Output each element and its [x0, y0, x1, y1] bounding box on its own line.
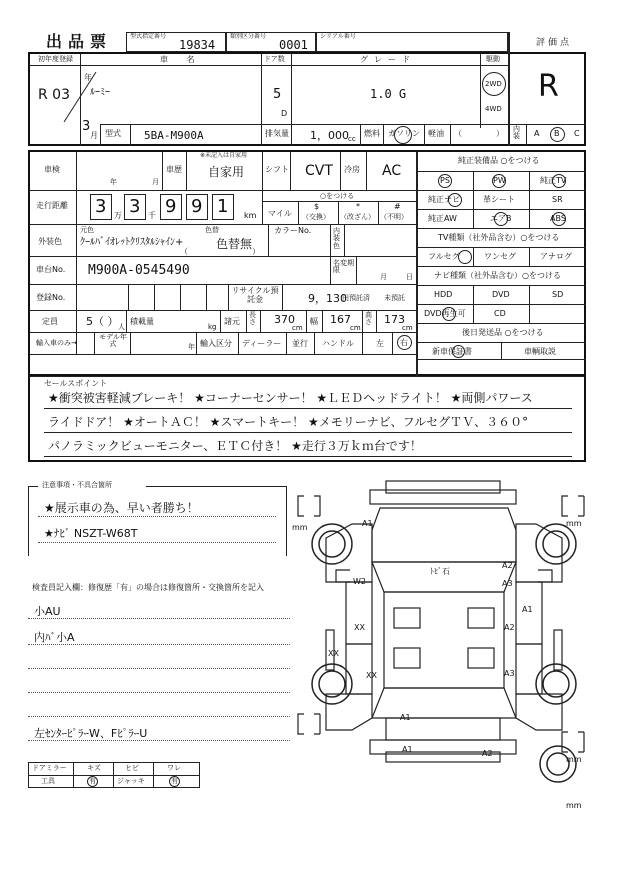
sales-line-1: ★衝突被害軽減ブレーキ！ ★コーナーセンサー！ ★ＬＥＤヘッドライト！ ★両側パワース	[48, 391, 533, 405]
height-value: 173	[384, 313, 405, 326]
diag-mm-3: mm	[566, 755, 582, 764]
mileage-hash: #	[394, 202, 401, 211]
shaken-label: 車検	[44, 165, 60, 174]
tools-crack: ヒビ	[125, 764, 139, 772]
vehicle-basics-table	[28, 52, 586, 146]
mileage-km: km	[244, 211, 257, 220]
color-changed-label: 色替	[205, 226, 219, 234]
diag-a1-r: A1	[522, 605, 533, 614]
navi-cd: CD	[494, 309, 506, 318]
tools-tools: 工具	[41, 777, 55, 785]
mileage-d2: 3	[129, 196, 141, 217]
shaken-month: 月	[152, 178, 159, 186]
tv-fullseg-circle	[458, 250, 472, 264]
fuel-light-oil: 軽油	[428, 129, 444, 138]
interior-label: 内装	[513, 125, 520, 140]
fuel-label: 燃料	[364, 129, 380, 138]
car-name-label: 車 名	[160, 55, 203, 64]
interior-c: C	[574, 129, 580, 138]
type-number-label: 型式指定番号	[130, 33, 167, 40]
height-label: 高さ	[365, 311, 372, 326]
interior-a: A	[534, 129, 540, 138]
sales-point-label: セールスポイント	[44, 379, 108, 388]
diag-a1-bumper: A1	[402, 745, 413, 754]
eq-sr: SR	[552, 195, 563, 204]
first-reg-label: 初年度登録	[38, 55, 73, 63]
expiry-month: 月	[380, 273, 387, 281]
load-unit: kg	[208, 323, 217, 331]
color-changed: 色替無	[216, 237, 253, 251]
height-cm: cm	[402, 324, 413, 332]
color-changed-bracket-close: ）	[252, 247, 260, 256]
mileage-tampered: （改ざん）	[340, 213, 375, 221]
tv-fullseg: フルセグ	[428, 252, 460, 261]
inspector-line-1: 小AU	[34, 605, 61, 618]
doors-suffix: D	[281, 109, 288, 118]
tools-door-mirror: ドアミラー	[32, 764, 67, 772]
mileage-d3: 9	[165, 196, 177, 217]
color-orig: ｸｰﾙﾊﾞｲｵﾚｯﾄｸﾘｽﾀﾙｼｬｲﾝ+	[80, 237, 184, 248]
notes-section	[28, 478, 298, 568]
displacement-label: 排気量	[265, 129, 289, 138]
width-label: 幅	[310, 317, 318, 326]
capacity-unit: 人	[118, 323, 125, 331]
notes-label: 注意事項・不具合箇所	[42, 481, 112, 489]
mileage-star: *	[356, 202, 360, 211]
diag-xx-1: XX	[354, 623, 365, 632]
eq-aw: 純正AW	[428, 214, 457, 223]
eq-navi: 純正ナビ	[428, 195, 460, 204]
eq-abs: ABS	[550, 214, 566, 223]
car-damage-diagram	[290, 480, 600, 810]
recycle-label: リサイクル預託金	[231, 286, 279, 304]
length-value: 370	[274, 313, 295, 326]
grade-value: 1.0 G	[370, 87, 407, 101]
mileage-d4: 9	[191, 196, 203, 217]
tools-jack: ジャッキ	[117, 777, 145, 785]
mileage-sen: 千	[148, 211, 156, 220]
diag-a3-r1: A3	[502, 579, 513, 588]
eq-tv: 純正TV	[540, 176, 567, 185]
capacity-label: 定員	[42, 317, 58, 326]
load-label: 積載量	[130, 317, 154, 326]
eq-airbag: エアB	[490, 214, 512, 223]
tools-have: 有	[89, 777, 96, 785]
notes-line-1: ★展示車の為、早い者勝ち！	[44, 501, 199, 515]
color-label: 外装色	[38, 237, 62, 246]
import-parallel: 並行	[292, 339, 308, 348]
shift-label: シフト	[265, 165, 289, 174]
recycle-unit: 円預託済	[342, 294, 370, 302]
docs-label: 後日発送品 ○をつける	[462, 328, 544, 337]
category-label: 類別区分番号	[230, 33, 267, 40]
tv-analog: アナログ	[540, 252, 572, 261]
dim-label: 諸元	[224, 317, 240, 326]
width-cm: cm	[350, 324, 361, 332]
model-value: 5BA-M900A	[144, 129, 204, 142]
diag-stone: ﾄﾋﾞ石	[430, 567, 450, 576]
tv-label: TV種類（社外品含む）○をつける	[438, 233, 560, 242]
expiry-label: 名変期限	[333, 259, 354, 274]
sales-point-box	[28, 376, 586, 462]
handle-right: 右	[400, 338, 408, 347]
mileage-d1: 3	[95, 196, 107, 217]
chassis-value: M900A-0545490	[88, 263, 190, 278]
model-year-unit: 年	[188, 343, 195, 351]
tools-scratch: キズ	[87, 764, 101, 772]
color-orig-label: 元色	[80, 226, 94, 234]
page-title: 出品票	[46, 32, 113, 51]
docs-warranty: 新車保証書	[432, 347, 472, 356]
navi-dvd: DVD	[492, 290, 510, 299]
sales-line-2: ライドドア！ ★オートＡＣ！ ★スマートキー！ ★メモリーナビ、フルセグＴＶ、３６０°	[48, 415, 529, 429]
serial-label: シリアル番号	[320, 33, 356, 40]
first-reg-slash	[60, 70, 100, 126]
mileage-man: 万	[114, 211, 122, 220]
chassis-label: 車台No.	[36, 265, 66, 274]
type-number: 19834	[179, 38, 216, 52]
grade-point-label: 評価点	[536, 38, 573, 48]
notes-line-2: ★ﾅﾋﾞ NSZT-W68T	[44, 527, 138, 540]
fuel-other-bracket-close: ）	[496, 129, 504, 138]
doors-value: 5	[273, 87, 282, 102]
mileage-unknown: （不明）	[380, 213, 408, 221]
diag-mm-2: mm	[566, 519, 582, 528]
recycle-not-deposited: 未預託	[384, 294, 405, 302]
car-name: ﾙｰﾐｰ	[90, 87, 110, 98]
diag-a1-rear: A1	[400, 713, 411, 722]
grade-label: グレード	[360, 55, 416, 64]
category-number-cell	[226, 32, 316, 52]
color-no-label: カラーNo.	[274, 226, 312, 235]
navi-dvdplay: DVD再生可	[424, 309, 466, 318]
mileage-d5: 1	[217, 196, 229, 217]
inspector-line-2: 内ﾊﾞ小A	[34, 631, 75, 644]
eq-leather: 革シート	[483, 195, 515, 204]
sales-line-3: パノラミックビューモニター、ＥＴＣ付き！ ★走行３万ｋｍ台です！	[48, 439, 422, 453]
color-changed-bracket: （	[180, 247, 188, 256]
displacement-cc: cc	[348, 135, 356, 143]
handle-left: 左	[376, 339, 384, 348]
fuel-gasoline: ガソリン	[388, 129, 420, 138]
shaken-year: 年	[110, 178, 117, 186]
inspector-line-3: 左ｾﾝﾀｰﾋﾟﾗｰW、FﾋﾟﾗｰU	[34, 727, 148, 740]
first-reg-year-unit: 年	[84, 73, 92, 82]
inspector-label: 検査員記入欄：修復歴「有」の場合は修復箇所・交換箇所を記入	[32, 583, 264, 592]
diag-xx-2: XX	[328, 649, 339, 658]
type-number-cell	[126, 32, 226, 52]
import-label: 輸入車のみ→	[36, 339, 77, 347]
usage-value: 自家用	[208, 165, 245, 179]
vehicle-detail-table	[28, 150, 586, 376]
mileage-dollar: $	[314, 202, 320, 211]
eq-pw: PW	[493, 176, 506, 185]
interior-b: B	[554, 129, 560, 138]
navi-sd: SD	[552, 290, 564, 299]
expiry-day: 日	[406, 273, 413, 281]
private-note: ※未記入は自家用	[200, 152, 248, 159]
tools-have2: 有	[171, 777, 178, 785]
model-label: 型式	[105, 129, 121, 138]
docs-manual: 車輌取説	[524, 347, 556, 356]
interior-color-label: 内装色	[333, 227, 340, 250]
length-cm: cm	[292, 324, 303, 332]
mileage-label: 走行距離	[36, 201, 68, 210]
import-dealer: ディーラー	[242, 339, 282, 348]
registration-label: 登録No.	[36, 293, 66, 302]
width-value: 167	[330, 313, 351, 326]
capacity-value: 5（ ）	[86, 315, 119, 328]
tools-table	[28, 762, 200, 788]
doors-label: ドア数	[264, 55, 285, 63]
category-number: 0001	[279, 38, 308, 52]
diag-a2-r: A2	[504, 623, 515, 632]
diag-xx-3: XX	[366, 671, 377, 680]
diag-mm-1: mm	[292, 523, 308, 532]
diag-a2-bumper: A2	[482, 749, 493, 758]
recycle-value: 9，130	[308, 292, 347, 305]
equipment-label: 純正装備品 ○をつける	[458, 156, 540, 165]
import-type-label: 輸入区分	[200, 339, 232, 348]
mileage-circle-note: ○をつける	[320, 192, 355, 200]
shift-value: CVT	[305, 163, 333, 179]
fuel-other-bracket: （	[454, 129, 462, 138]
drive-label: 駆動	[486, 55, 500, 63]
ac-label: 冷房	[344, 165, 360, 174]
ac-value: AC	[382, 163, 402, 179]
diag-mm-4: mm	[566, 801, 582, 810]
diag-a1-front: A1	[362, 519, 373, 528]
diag-w2: W2	[353, 577, 366, 586]
eq-ps: PS	[440, 176, 450, 185]
diag-a3-r2: A3	[504, 669, 515, 678]
mileage-exchanged: （交換）	[302, 213, 330, 221]
tv-oneseg: ワンセグ	[484, 252, 516, 261]
header	[28, 32, 584, 52]
mileage-mile: マイル	[268, 209, 292, 218]
handle-label: ハンドル	[322, 339, 354, 348]
first-reg-year: R 03	[38, 87, 70, 103]
navi-hdd: HDD	[434, 290, 453, 299]
diag-a2-hood: A2	[502, 561, 513, 570]
tools-break: ワレ	[167, 764, 181, 772]
first-reg-month-unit: 月	[90, 131, 98, 140]
grade-point-value: R	[538, 69, 559, 104]
drive-2wd: 2WD	[485, 80, 502, 88]
model-year-label: モデル年式	[99, 333, 127, 348]
serial-number-cell	[316, 32, 508, 52]
navi-label: ナビ種類（社外品含む）○をつける	[434, 271, 561, 280]
inspector-section	[28, 584, 298, 754]
drive-4wd: 4WD	[485, 105, 502, 113]
length-label: 長さ	[249, 311, 256, 326]
displacement-value: 1，000	[310, 129, 349, 142]
first-reg-month: 3	[82, 119, 91, 134]
usage-label: 車歴	[166, 165, 182, 174]
